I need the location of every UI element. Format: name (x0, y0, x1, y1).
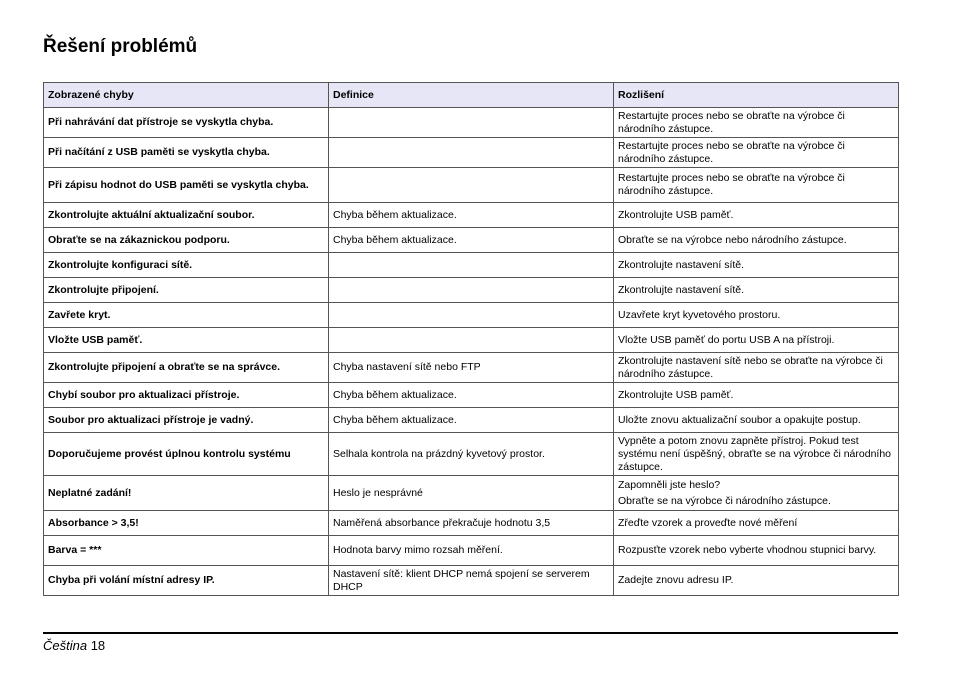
resolution-cell: Zkontrolujte USB paměť. (614, 383, 899, 408)
resolution-cell: Zkontrolujte nastavení sítě. (614, 253, 899, 278)
error-cell: Doporučujeme provést úplnou kontrolu systému (44, 433, 329, 476)
resolution-cell: Uložte znovu aktualizační soubor a opakujte postup. (614, 408, 899, 433)
resolution-cell: Restartujte proces nebo se obraťte na výrobce či národního zástupce. (614, 108, 899, 138)
definition-cell (329, 303, 614, 328)
definition-cell (329, 138, 614, 168)
header-displayed-errors: Zobrazené chyby (44, 83, 329, 108)
definition-cell: Chyba během aktualizace. (329, 408, 614, 433)
error-cell: Neplatné zadání! (44, 476, 329, 511)
error-cell: Obraťte se na zákaznickou podporu. (44, 228, 329, 253)
definition-cell: Chyba během aktualizace. (329, 228, 614, 253)
table-row (44, 328, 899, 353)
definition-cell (329, 278, 614, 303)
definition-cell: Naměřená absorbance překračuje hodnotu 3,5 (329, 511, 614, 536)
table-row (44, 353, 899, 383)
error-cell: Soubor pro aktualizaci přístroje je vadný. (44, 408, 329, 433)
error-cell: Barva = *** (44, 536, 329, 566)
page-footer (43, 638, 105, 653)
table-row (44, 511, 899, 536)
resolution-cell: Zkontrolujte nastavení sítě. (614, 278, 899, 303)
table-row (44, 138, 899, 168)
footer-page-number: 18 (90, 638, 106, 653)
resolution-cell: Uzavřete kryt kyvetového prostoru. (614, 303, 899, 328)
table-row (44, 433, 899, 476)
resolution-cell: Restartujte proces nebo se obraťte na výrobce či národního zástupce. (614, 138, 899, 168)
error-cell: Zkontrolujte aktuální aktualizační soubor. (44, 203, 329, 228)
resolution-line: Obraťte se na výrobce či národního zástupce. (618, 494, 831, 507)
table-row (44, 566, 899, 596)
table-row (44, 253, 899, 278)
table-row (44, 228, 899, 253)
resolution-cell: Restartujte proces nebo se obraťte na výrobce či národního zástupce. (614, 168, 899, 203)
definition-cell: Heslo je nesprávné (329, 476, 614, 511)
header-resolution: Rozlišení (614, 83, 899, 108)
table-row (44, 203, 899, 228)
troubleshooting-table (43, 82, 899, 596)
error-cell: Vložte USB paměť. (44, 328, 329, 353)
table-row (44, 408, 899, 433)
table-header-row (44, 83, 899, 108)
resolution-cell: Zřeďte vzorek a proveďte nové měření (614, 511, 899, 536)
definition-cell (329, 253, 614, 278)
error-cell: Při zápisu hodnot do USB paměti se vyskytla chyba. (44, 168, 329, 203)
table-row (44, 476, 899, 511)
error-cell: Při načítání z USB paměti se vyskytla chyba. (44, 138, 329, 168)
error-cell: Zkontrolujte připojení. (44, 278, 329, 303)
table-row (44, 303, 899, 328)
definition-cell: Hodnota barvy mimo rozsah měření. (329, 536, 614, 566)
header-definition: Definice (329, 83, 614, 108)
table-row (44, 108, 899, 138)
resolution-cell: Zadejte znovu adresu IP. (614, 566, 899, 596)
resolution-cell: Vložte USB paměť do portu USB A na přístroji. (614, 328, 899, 353)
definition-cell: Selhala kontrola na prázdný kyvetový prostor. (329, 433, 614, 476)
definition-cell (329, 168, 614, 203)
table-row (44, 168, 899, 203)
footer-language: Čeština (43, 638, 88, 653)
page-title: Řešení problémů (43, 36, 198, 57)
definition-cell: Chyba během aktualizace. (329, 383, 614, 408)
error-cell: Absorbance > 3,5! (44, 511, 329, 536)
error-cell: Chyba při volání místní adresy IP. (44, 566, 329, 596)
resolution-line: Zapomněli jste heslo? (618, 478, 721, 491)
definition-cell: Chyba nastavení sítě nebo FTP (329, 353, 614, 383)
resolution-cell: Vypněte a potom znovu zapněte přístroj. Pokud test systému není úspěšný, obraťte se na výrobce či národního zástupce. (614, 433, 899, 476)
resolution-cell: Obraťte se na výrobce nebo národního zástupce. (614, 228, 899, 253)
footer-divider (43, 632, 898, 634)
definition-cell (329, 108, 614, 138)
error-cell: Zkontrolujte konfiguraci sítě. (44, 253, 329, 278)
definition-cell: Chyba během aktualizace. (329, 203, 614, 228)
error-cell: Zkontrolujte připojení a obraťte se na správce. (44, 353, 329, 383)
table-row (44, 383, 899, 408)
error-cell: Chybí soubor pro aktualizaci přístroje. (44, 383, 329, 408)
table-row (44, 536, 899, 566)
definition-cell: Nastavení sítě: klient DHCP nemá spojení se serverem DHCP (329, 566, 614, 596)
resolution-cell (614, 476, 899, 511)
resolution-cell: Zkontrolujte nastavení sítě nebo se obraťte na výrobce či národního zástupce. (614, 353, 899, 383)
error-cell: Zavřete kryt. (44, 303, 329, 328)
table-row (44, 278, 899, 303)
resolution-cell: Zkontrolujte USB paměť. (614, 203, 899, 228)
resolution-cell: Rozpusťte vzorek nebo vyberte vhodnou stupnici barvy. (614, 536, 899, 566)
definition-cell (329, 328, 614, 353)
error-cell: Při nahrávání dat přístroje se vyskytla chyba. (44, 108, 329, 138)
